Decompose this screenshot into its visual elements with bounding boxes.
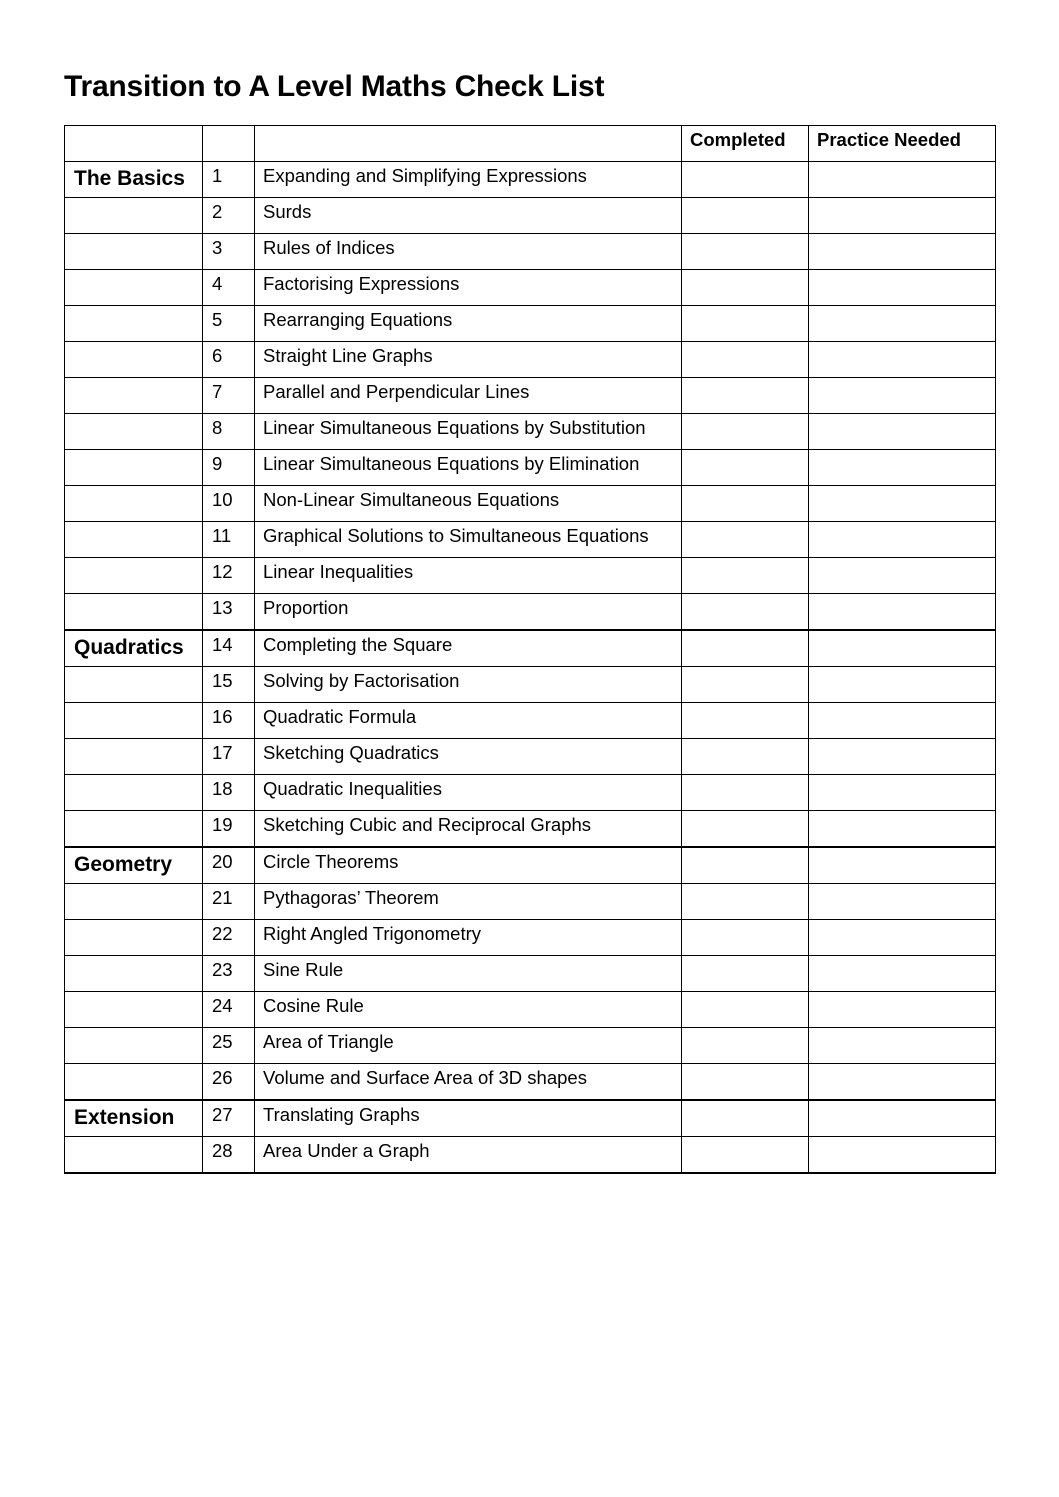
topic-number: 10: [203, 486, 255, 522]
topic-name: Rules of Indices: [255, 234, 682, 270]
section-label: Geometry: [65, 847, 203, 884]
section-label: [65, 1137, 203, 1174]
section-label: [65, 342, 203, 378]
completed-cell[interactable]: [682, 306, 809, 342]
practice-needed-cell[interactable]: [809, 703, 996, 739]
topic-number: 11: [203, 522, 255, 558]
topic-name: Linear Simultaneous Equations by Elimination: [255, 450, 682, 486]
topic-number: 22: [203, 920, 255, 956]
completed-cell[interactable]: [682, 847, 809, 884]
table-row: [65, 162, 996, 198]
completed-cell[interactable]: [682, 270, 809, 306]
table-row: [65, 630, 996, 667]
completed-cell[interactable]: [682, 920, 809, 956]
topic-name: Area of Triangle: [255, 1028, 682, 1064]
section-label: [65, 920, 203, 956]
table-row: [65, 558, 996, 594]
topic-number: 19: [203, 811, 255, 848]
topic-name: Right Angled Trigonometry: [255, 920, 682, 956]
header-row: [65, 126, 996, 162]
section-label: [65, 234, 203, 270]
topic-number: 13: [203, 594, 255, 631]
section-label: [65, 378, 203, 414]
section-label: [65, 1028, 203, 1064]
completed-cell[interactable]: [682, 558, 809, 594]
topic-number: 24: [203, 992, 255, 1028]
section-label: [65, 667, 203, 703]
practice-needed-cell[interactable]: [809, 306, 996, 342]
practice-needed-cell[interactable]: [809, 198, 996, 234]
topic-name: Cosine Rule: [255, 992, 682, 1028]
topic-name: Solving by Factorisation: [255, 667, 682, 703]
table-row: [65, 847, 996, 884]
table-row: [65, 884, 996, 920]
topic-number: 17: [203, 739, 255, 775]
topic-number: 7: [203, 378, 255, 414]
completed-cell[interactable]: [682, 522, 809, 558]
table-row: [65, 739, 996, 775]
topic-number: 20: [203, 847, 255, 884]
section-label: [65, 884, 203, 920]
practice-needed-cell[interactable]: [809, 1100, 996, 1137]
completed-cell[interactable]: [682, 198, 809, 234]
topic-number: 2: [203, 198, 255, 234]
topic-number: 28: [203, 1137, 255, 1174]
completed-cell[interactable]: [682, 956, 809, 992]
practice-needed-cell[interactable]: [809, 1137, 996, 1174]
topic-number: 4: [203, 270, 255, 306]
completed-cell[interactable]: [682, 775, 809, 811]
table-row: [65, 234, 996, 270]
table-row: [65, 703, 996, 739]
practice-needed-cell[interactable]: [809, 667, 996, 703]
completed-cell[interactable]: [682, 630, 809, 667]
topic-name: Non-Linear Simultaneous Equations: [255, 486, 682, 522]
topic-name: Quadratic Formula: [255, 703, 682, 739]
topic-number: 12: [203, 558, 255, 594]
practice-needed-cell[interactable]: [809, 630, 996, 667]
topic-name: Volume and Surface Area of 3D shapes: [255, 1064, 682, 1101]
topic-name: Rearranging Equations: [255, 306, 682, 342]
topic-number: 6: [203, 342, 255, 378]
completed-cell[interactable]: [682, 739, 809, 775]
completed-cell[interactable]: [682, 378, 809, 414]
topic-number: 21: [203, 884, 255, 920]
table-row: [65, 992, 996, 1028]
completed-cell[interactable]: [682, 884, 809, 920]
practice-needed-cell[interactable]: [809, 1064, 996, 1101]
topic-name: Completing the Square: [255, 630, 682, 667]
practice-needed-cell[interactable]: [809, 956, 996, 992]
topic-number: 9: [203, 450, 255, 486]
section-label: [65, 775, 203, 811]
section-label: The Basics: [65, 162, 203, 198]
practice-needed-cell[interactable]: [809, 450, 996, 486]
table-row: [65, 450, 996, 486]
completed-cell[interactable]: [682, 342, 809, 378]
table-row: [65, 378, 996, 414]
practice-needed-cell[interactable]: [809, 378, 996, 414]
section-label: [65, 414, 203, 450]
completed-cell[interactable]: [682, 703, 809, 739]
table-row: [65, 1028, 996, 1064]
table-row: [65, 198, 996, 234]
topic-number: 25: [203, 1028, 255, 1064]
practice-needed-cell[interactable]: [809, 1028, 996, 1064]
topic-name: Straight Line Graphs: [255, 342, 682, 378]
topic-name: Circle Theorems: [255, 847, 682, 884]
section-label: [65, 198, 203, 234]
topic-name: Proportion: [255, 594, 682, 631]
section-label: [65, 270, 203, 306]
table-row: [65, 1137, 996, 1174]
topic-name: Sine Rule: [255, 956, 682, 992]
table-row: [65, 270, 996, 306]
completed-cell[interactable]: [682, 162, 809, 198]
table-row: [65, 920, 996, 956]
table-row: [65, 486, 996, 522]
section-label: [65, 450, 203, 486]
topic-name: Parallel and Perpendicular Lines: [255, 378, 682, 414]
section-label: [65, 306, 203, 342]
topic-name: Quadratic Inequalities: [255, 775, 682, 811]
section-label: Quadratics: [65, 630, 203, 667]
table-row: [65, 306, 996, 342]
topic-number: 23: [203, 956, 255, 992]
table-row: [65, 1100, 996, 1137]
practice-needed-cell[interactable]: [809, 775, 996, 811]
checklist-body: [65, 162, 996, 1174]
topic-name: Expanding and Simplifying Expressions: [255, 162, 682, 198]
header-completed: Completed: [682, 126, 809, 162]
practice-needed-cell[interactable]: [809, 992, 996, 1028]
topic-number: 16: [203, 703, 255, 739]
topic-number: 26: [203, 1064, 255, 1101]
topic-number: 8: [203, 414, 255, 450]
topic-name: Linear Simultaneous Equations by Substitution: [255, 414, 682, 450]
topic-number: 3: [203, 234, 255, 270]
practice-needed-cell[interactable]: [809, 486, 996, 522]
practice-needed-cell[interactable]: [809, 920, 996, 956]
topic-name: Sketching Cubic and Reciprocal Graphs: [255, 811, 682, 848]
checklist-table: [64, 125, 996, 1174]
practice-needed-cell[interactable]: [809, 558, 996, 594]
practice-needed-cell[interactable]: [809, 234, 996, 270]
topic-name: Pythagoras’ Theorem: [255, 884, 682, 920]
topic-name: Sketching Quadratics: [255, 739, 682, 775]
completed-cell[interactable]: [682, 594, 809, 631]
section-label: [65, 956, 203, 992]
topic-number: 1: [203, 162, 255, 198]
completed-cell[interactable]: [682, 1137, 809, 1174]
completed-cell[interactable]: [682, 1028, 809, 1064]
page-title: Transition to A Level Maths Check List: [64, 70, 605, 103]
practice-needed-cell[interactable]: [809, 342, 996, 378]
topic-name: Area Under a Graph: [255, 1137, 682, 1174]
section-label: [65, 558, 203, 594]
section-label: [65, 811, 203, 848]
topic-number: 27: [203, 1100, 255, 1137]
table-row: [65, 956, 996, 992]
header-number: [203, 126, 255, 162]
completed-cell[interactable]: [682, 486, 809, 522]
practice-needed-cell[interactable]: [809, 847, 996, 884]
section-label: [65, 992, 203, 1028]
section-label: Extension: [65, 1100, 203, 1137]
completed-cell[interactable]: [682, 450, 809, 486]
table-row: [65, 414, 996, 450]
header-topic: [255, 126, 682, 162]
header-practice-needed: Practice Needed: [809, 126, 996, 162]
practice-needed-cell[interactable]: [809, 811, 996, 848]
completed-cell[interactable]: [682, 234, 809, 270]
header-section: [65, 126, 203, 162]
table-row: [65, 1064, 996, 1101]
table-row: [65, 522, 996, 558]
section-label: [65, 1064, 203, 1101]
completed-cell[interactable]: [682, 992, 809, 1028]
topic-number: 18: [203, 775, 255, 811]
completed-cell[interactable]: [682, 414, 809, 450]
completed-cell[interactable]: [682, 1064, 809, 1101]
practice-needed-cell[interactable]: [809, 270, 996, 306]
practice-needed-cell[interactable]: [809, 594, 996, 631]
section-label: [65, 739, 203, 775]
section-label: [65, 522, 203, 558]
section-label: [65, 703, 203, 739]
topic-number: 14: [203, 630, 255, 667]
topic-name: Translating Graphs: [255, 1100, 682, 1137]
topic-name: Graphical Solutions to Simultaneous Equations: [255, 522, 682, 558]
table-row: [65, 667, 996, 703]
practice-needed-cell[interactable]: [809, 522, 996, 558]
section-label: [65, 594, 203, 631]
completed-cell[interactable]: [682, 811, 809, 848]
practice-needed-cell[interactable]: [809, 739, 996, 775]
topic-name: Linear Inequalities: [255, 558, 682, 594]
table-row: [65, 811, 996, 848]
practice-needed-cell[interactable]: [809, 162, 996, 198]
topic-number: 15: [203, 667, 255, 703]
completed-cell[interactable]: [682, 667, 809, 703]
topic-name: Surds: [255, 198, 682, 234]
completed-cell[interactable]: [682, 1100, 809, 1137]
table-row: [65, 342, 996, 378]
table-row: [65, 594, 996, 631]
topic-number: 5: [203, 306, 255, 342]
section-label: [65, 486, 203, 522]
table-row: [65, 775, 996, 811]
topic-name: Factorising Expressions: [255, 270, 682, 306]
practice-needed-cell[interactable]: [809, 884, 996, 920]
practice-needed-cell[interactable]: [809, 414, 996, 450]
